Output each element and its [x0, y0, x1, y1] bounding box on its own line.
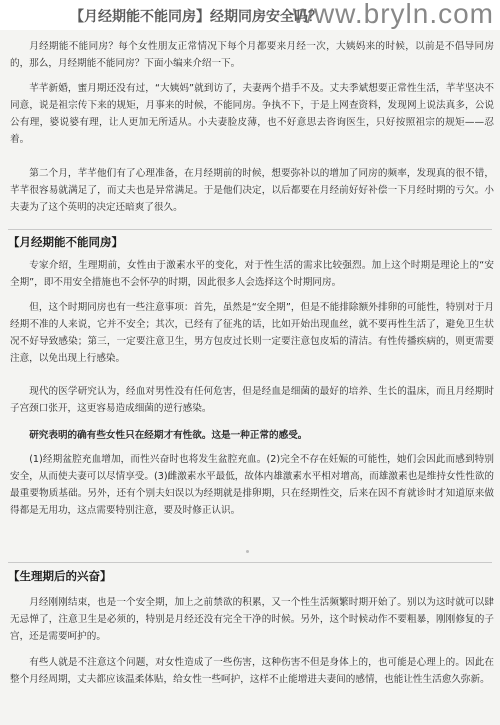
- section1-bold-line: 研究表明的确有些女性只在经期才有性欲。这是一种正常的感受。: [29, 430, 308, 441]
- article-title: 【月经期能不能同房】经期同房安全吗？: [70, 9, 322, 25]
- section-heading-2: 【生理期后的兴奋】: [8, 569, 112, 583]
- section1-paragraph-1: 专家介绍，生理期前，女性由于激素水平的变化，对于性生活的需求比较强烈。加上这个时期是理论上的“安全期”，即不用安全措施也不会怀孕的时期，因此很多人会选择这个时期同房。: [10, 260, 494, 288]
- watermark: www.bryln.com: [292, 0, 494, 29]
- section-divider: [8, 229, 492, 230]
- intro-paragraph: 月经期能不能同房？每个女性朋友正常情况下每个月都要来月经一次，大姨妈来的时候，以前是不倡导同房的，那么，月经期能不能同房？下面小编来介绍一下。: [10, 41, 494, 69]
- story-paragraph-2: 第二个月，芊芊他们有了心理准备，在月经期前的时候，想要弥补以的增加了同房的频率，发现真的很不错，芊芊很容易就满足了，而丈夫也是异常满足。于是他们决定，以后都要在月经前好好补偿一下月经时期的亏欠。小夫妻为了这个英明的决定还暗爽了很久。: [10, 168, 494, 213]
- section1-paragraph-2: 但，这个时期同房也有一些注意事项：首先，虽然是“安全期”，但是不能排除额外排卵的可能性，特别对于月经期不准的人来说，它并不安全；其次，已经有了征兆的话，比如开始出现血丝，就不要再性生活了，避免卫生状况不好导致感染；第三，一定要注意卫生，男方包皮过长则一定要注意包皮垢的清洁。有性传播疾病的，则更需要注意，以免出现上行感染。: [10, 302, 494, 364]
- section2-paragraph-1: 月经刚刚结束，也是一个安全期，加上之前禁欲的积累，又一个性生活频繁时期开始了。别以为这时就可以肆无忌惮了，注意卫生是必须的，特别是月经还没有完全干净的时候。另外，这个时候动作不要粗暴，刚刚修复的子宫，还是需要呵护的。: [10, 597, 494, 642]
- separator-dot: [246, 550, 249, 553]
- story-paragraph-1: 芊芊新婚，蜜月期还没有过，“大姨妈”就到访了，夫妻两个措手不及。丈夫季斌想要正常性生活，芊芊坚决不同意，说是祖宗传下来的规矩，月事来的时候，不能同房。争执不下，于是上网查资料，发现网上说法真多，公说公有理，婆说婆有理，让人更加无所适从。小夫妻脸皮薄，也不好意思去咨询医生，只好按照祖宗的规矩——忍着。: [10, 83, 494, 145]
- title-bar: [0, 0, 500, 30]
- section1-paragraph-3: 现代的医学研究认为，经血对男性没有任何危害，但是经血是细菌的最好的培养、生长的温床，而且月经期时子宫颈口张开，这更容易造成细菌的逆行感染。: [10, 386, 494, 414]
- section-heading-1: 【月经期能不能同房】: [8, 235, 123, 249]
- section1-paragraph-4: (1)经期盆腔充血增加，而性兴奋时也将发生盆腔充血。(2)完全不存在妊娠的可能性，她们会因此而感到特别安全，从而使夫妻可以尽情享受。(3)雌激素水平最低，故体内雄激素水平相对增高，而雄激素也是维持女性性欲的最重要物质基础。另外，还有个别夫妇误以为经期就是排卵期，只在经期性交，后来在因不育就诊时才知道原来做得都是无用功，这点需要特别注意，要及时修正认识。: [10, 454, 494, 516]
- section2-paragraph-2: 有些人就是不注意这个问题，对女性造成了一些伤害，这种伤害不但是身体上的，也可能是心理上的。因此在整个月经周期，丈夫都应该温柔体贴，给女性一些呵护，这样不止能增进夫妻间的感情，也能让性生活愈久弥新。: [10, 657, 494, 685]
- section-divider: [8, 562, 492, 563]
